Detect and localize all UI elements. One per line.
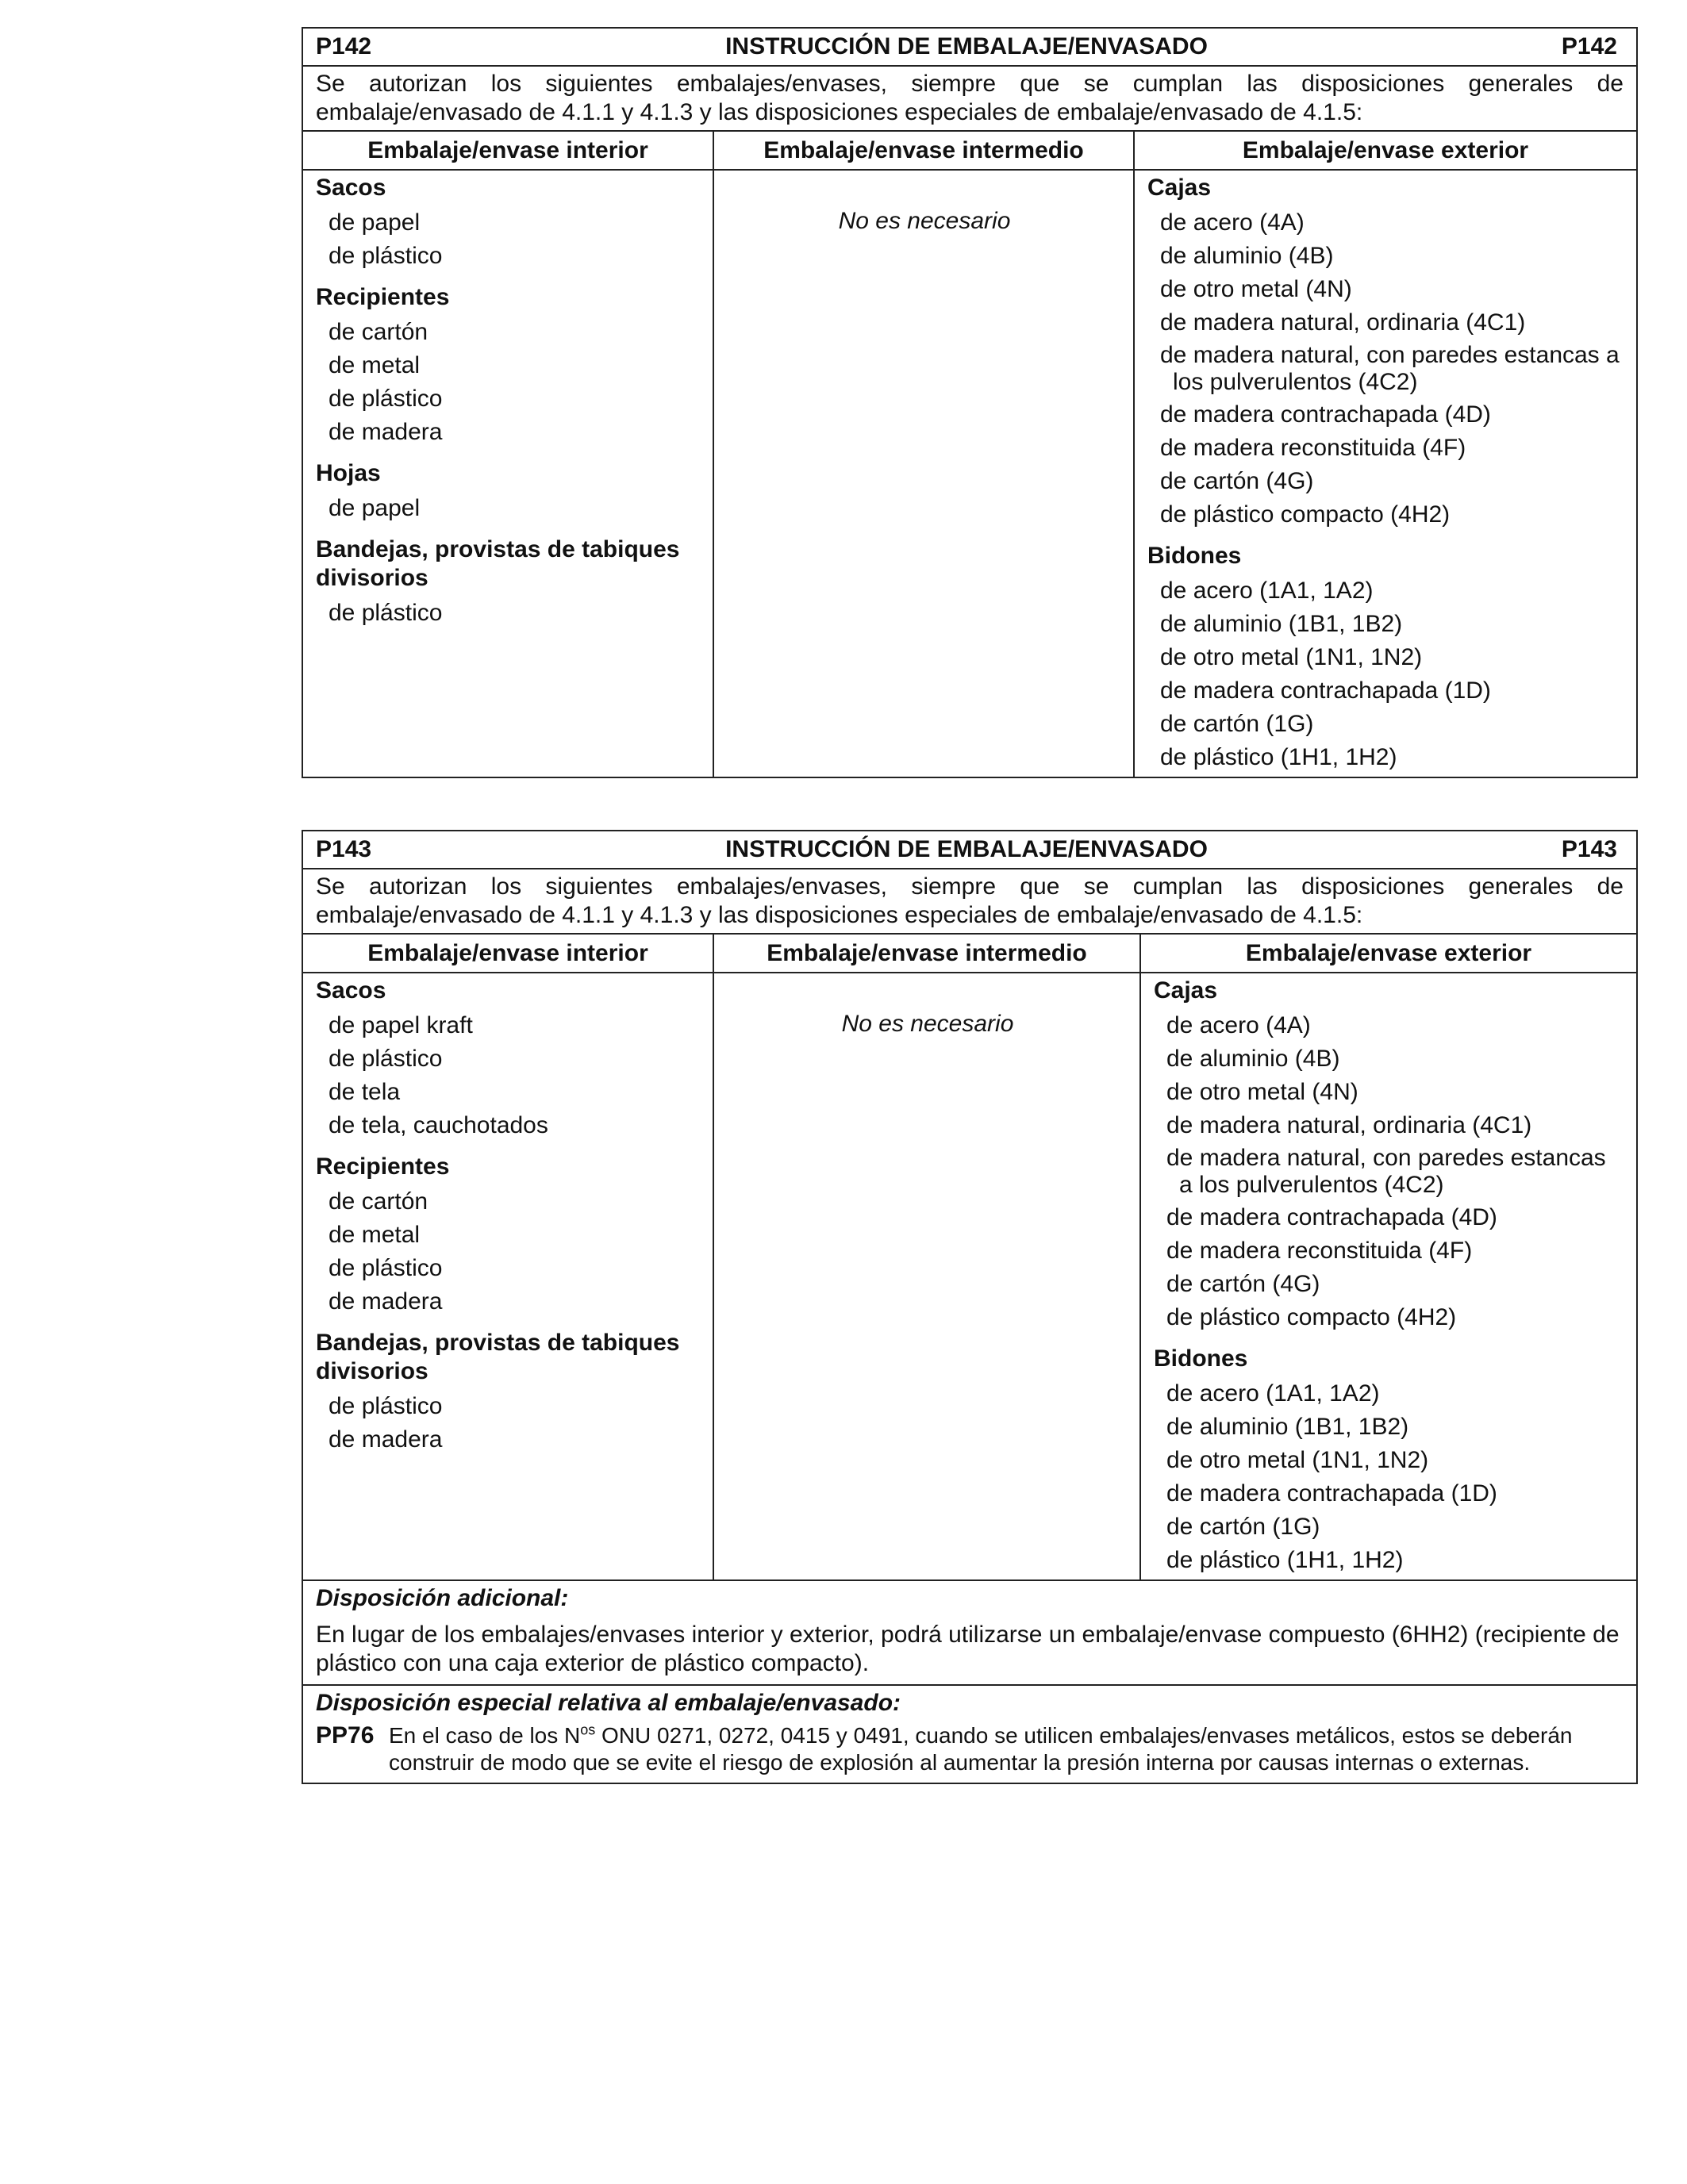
list-item: de cartón (1G) [1166,1514,1320,1540]
list-item: de madera reconstituida (4F) [1166,1238,1473,1264]
list-item: de metal [329,1222,421,1248]
intermediate-packaging-value: No es necesario [714,973,1141,1579]
columns-body [303,171,1636,777]
group-title: Bandejas, provistas de tabiques divisorios [316,536,680,591]
list-item: de aluminio (4B) [1160,243,1334,269]
instruction-code-left: P143 [316,836,372,862]
additional-provision-title: Disposición adicional: [316,1585,569,1611]
list-item: de otro metal (1N1, 1N2) [1160,644,1423,670]
outer-packaging-list [1135,171,1636,777]
list-item: de otro metal (4N) [1160,276,1352,302]
list-item: de plástico [329,386,443,412]
instruction-code-right: P142 [1561,33,1617,59]
col-header-intermediate: Embalaje/envase intermedio [714,132,1135,169]
group-title: Sacos [316,977,386,1004]
col-header-inner: Embalaje/envase interior [303,935,714,972]
col-header-inner: Embalaje/envase interior [303,132,714,169]
group-title: Sacos [316,175,386,201]
list-item: de otro metal (1N1, 1N2) [1166,1447,1429,1473]
list-item: de acero (4A) [1160,209,1305,236]
instruction-code-left: P142 [316,33,372,59]
list-item: de acero (1A1, 1A2) [1166,1380,1380,1407]
special-provision-text-part: En el caso de los N [389,1723,581,1748]
list-item: de madera [329,419,443,445]
list-item: de madera [329,1426,443,1453]
inner-packaging-list [303,973,714,1579]
packing-instruction-p142 [302,27,1638,778]
list-item: de cartón (4G) [1160,468,1314,494]
list-item: de madera [329,1288,443,1315]
list-item: de cartón [329,319,428,345]
column-headers [303,132,1636,171]
group-title: Cajas [1147,175,1212,201]
special-provision-title: Disposición especial relativa al embalaje/envasado: [316,1690,901,1716]
list-item: de otro metal (4N) [1166,1079,1358,1105]
special-provision-item [316,1722,1624,1776]
group-title: Recipientes [316,1153,450,1180]
list-item: de metal [329,352,421,378]
list-item: de tela, cauchotados [329,1112,548,1138]
group-title: Bidones [1147,543,1242,569]
list-item: de plástico (1H1, 1H2) [1160,744,1397,770]
list-item: de acero (4A) [1166,1012,1311,1038]
list-item: de plástico [329,1255,443,1281]
list-item: de cartón [329,1188,428,1215]
group-title: Recipientes [316,284,450,310]
list-item: de plástico compacto (4H2) [1166,1304,1457,1330]
list-item: de papel [329,209,421,236]
list-item: de plástico [329,243,443,269]
list-item: de madera natural, con paredes estancas a los pulverulentos (4C2) [1166,1145,1606,1198]
list-item: de aluminio (4B) [1166,1046,1340,1072]
special-provision-text-part: ONU 0271, 0272, 0415 y 0491, cuando se utilicen embalajes/envases metálicos, estos se deberán construir de modo que se evite el riesgo de explosión al aumentar la presión interna por causas internas o externas. [389,1723,1573,1775]
column-headers [303,935,1636,973]
group-title: Bandejas, provistas de tabiques divisorios [316,1330,680,1384]
group-title: Cajas [1154,977,1218,1004]
list-item: de aluminio (1B1, 1B2) [1166,1414,1409,1440]
list-item: de plástico [329,1393,443,1419]
instruction-intro: Se autorizan los siguientes embalajes/envases, siempre que se cumplan las disposiciones generales de embalaje/envasado de 4.1.1 y 4.1.3 y las disposiciones especiales de embalaje/envasado de 4.1.5: [303,869,1636,935]
list-item: de plástico [329,600,443,626]
list-item: de madera natural, ordinaria (4C1) [1160,309,1526,336]
instruction-title: INSTRUCCIÓN DE EMBALAJE/ENVASADO [725,33,1208,59]
list-item: de tela [329,1079,401,1105]
list-item: de madera contrachapada (1D) [1166,1480,1497,1507]
col-header-outer: Embalaje/envase exterior [1242,137,1529,163]
columns-body [303,973,1636,1579]
list-item: de plástico (1H1, 1H2) [1166,1547,1404,1573]
instruction-intro: Se autorizan los siguientes embalajes/envases, siempre que se cumplan las disposiciones generales de embalaje/envasado de 4.1.1 y 4.1.3 y las disposiciones especiales de embalaje/envasado de 4.1.5: [303,67,1636,132]
special-provision-code: PP76 [316,1722,375,1748]
instruction-header [303,831,1636,869]
outer-packaging-list [1141,973,1636,1579]
instruction-header [303,29,1636,67]
list-item: de madera natural, con paredes estancas a los pulverulentos (4C2) [1160,342,1620,395]
list-item: de plástico [329,1046,443,1072]
col-header-intermediate: Embalaje/envase intermedio [714,935,1141,972]
intermediate-packaging-value: No es necesario [714,171,1135,777]
list-item: de acero (1A1, 1A2) [1160,578,1374,604]
list-item: de madera contrachapada (4D) [1166,1204,1497,1230]
instruction-title: INSTRUCCIÓN DE EMBALAJE/ENVASADO [725,836,1208,862]
list-item: de plástico compacto (4H2) [1160,501,1451,528]
inner-packaging-list [303,171,714,777]
special-provision-text [389,1722,1624,1776]
list-item: de cartón (1G) [1160,711,1314,737]
packing-instruction-p143 [302,830,1638,1784]
superscript: os [580,1721,596,1738]
group-title: Bidones [1154,1345,1248,1372]
additional-provision [303,1579,1636,1684]
list-item: de madera contrachapada (4D) [1160,401,1491,428]
list-item: de papel [329,495,421,521]
special-provision [303,1684,1636,1783]
list-item: de madera reconstituida (4F) [1160,435,1466,461]
group-title: Hojas [316,460,381,486]
col-header-outer: Embalaje/envase exterior [1245,940,1532,966]
list-item: de madera contrachapada (1D) [1160,677,1491,704]
list-item: de aluminio (1B1, 1B2) [1160,611,1403,637]
list-item: de madera natural, ordinaria (4C1) [1166,1112,1532,1138]
additional-provision-text: En lugar de los embalajes/envases interior y exterior, podrá utilizarse un embalaje/envase compuesto (6HH2) (recipiente de plástico con una caja exterior de plástico compacto). [316,1622,1620,1676]
list-item: de cartón (4G) [1166,1271,1320,1297]
instruction-code-right: P143 [1561,836,1617,862]
list-item: de papel kraft [329,1012,473,1038]
